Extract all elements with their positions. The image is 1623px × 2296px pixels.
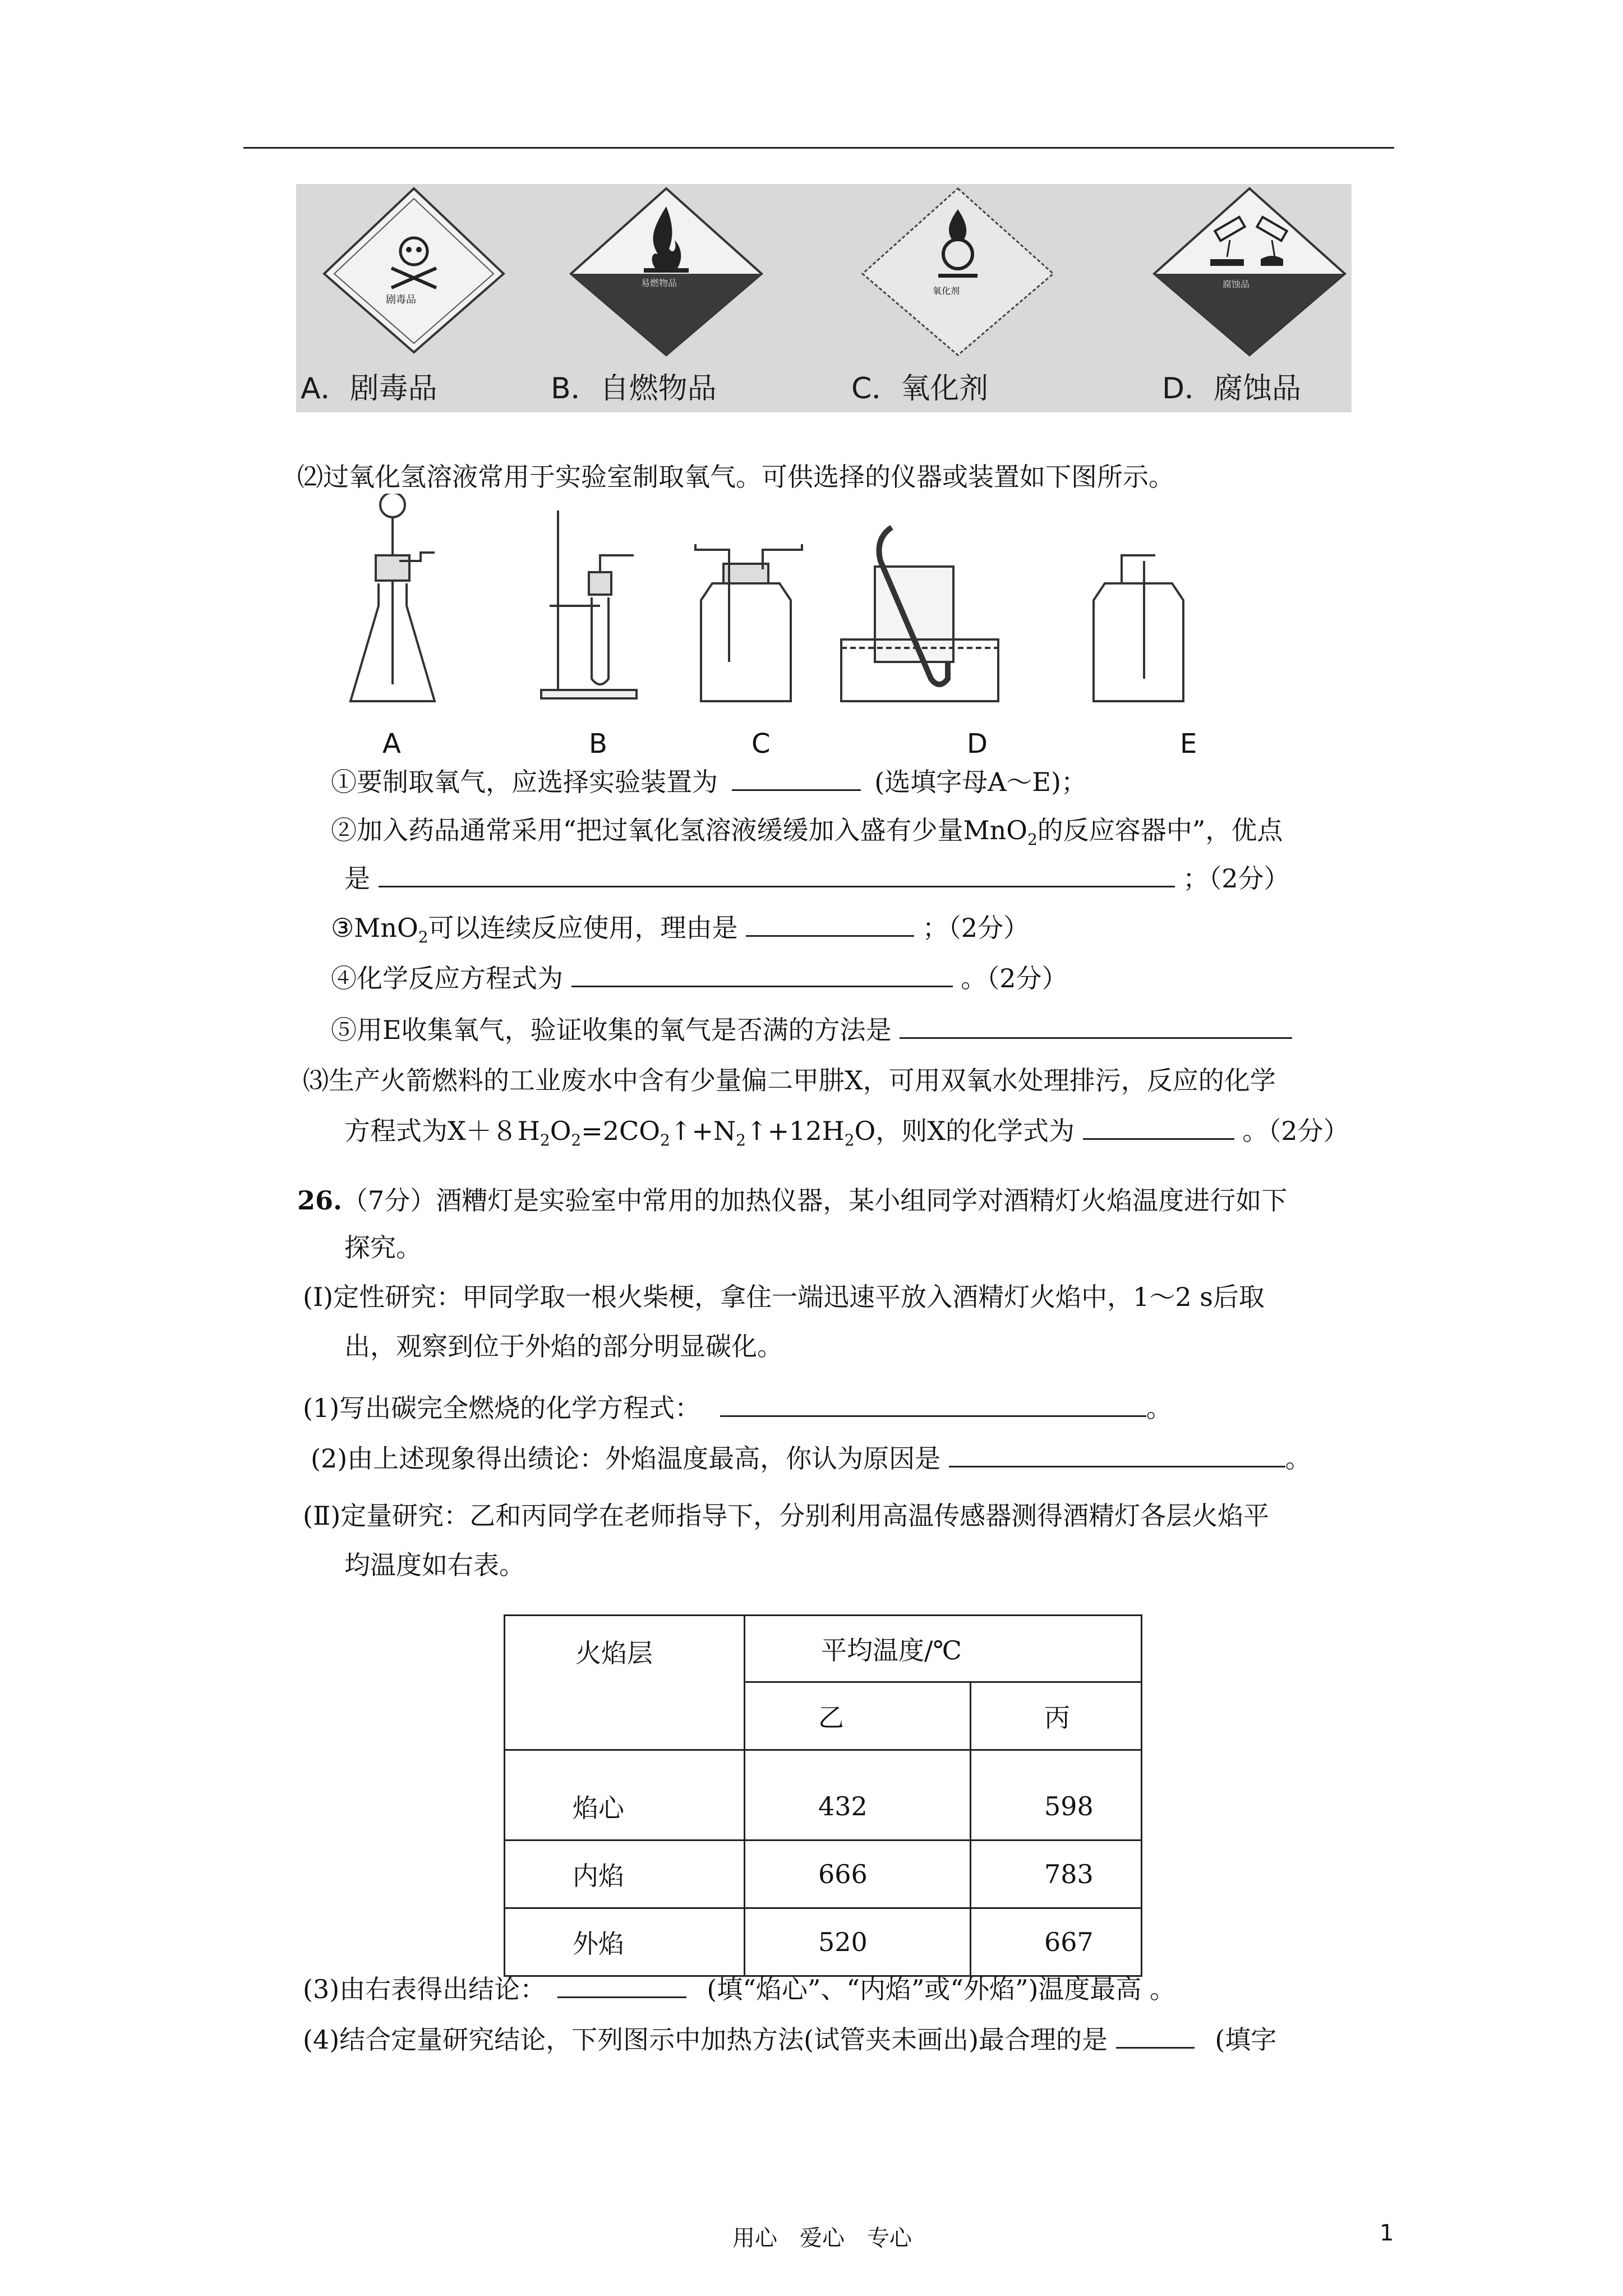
q26-line2: 探究。: [344, 1232, 422, 1263]
q2-item2-line2-text: 是: [344, 863, 370, 894]
q26-sub4-answer-blank[interactable]: [1116, 2024, 1195, 2049]
table-row: [505, 1908, 1142, 1976]
table-row: [505, 1750, 1142, 1841]
q26-sub4-text-a: (4)结合定量研究结论，下列图示中加热方法(试管夹未画出)最合理的是: [303, 2024, 1108, 2055]
flame-over-circle-icon: [851, 184, 1064, 358]
q3-line1: ⑶生产火箭燃料的工业废水中含有少量偏二甲肼X，可用双氧水处理排污，反应的化学: [303, 1065, 1276, 1096]
apparatus-e-collection-bottle-icon: [1094, 555, 1183, 701]
q26-sub4-text-b: (填字: [1215, 2024, 1277, 2055]
q3-sub-1: 2: [540, 1131, 550, 1150]
apparatus-a-flask-icon: [351, 494, 435, 701]
q26-sub2-end: 。: [1285, 1443, 1311, 1474]
apparatus-d-water-trough-icon: [841, 527, 998, 701]
flame-temperature-table: [504, 1614, 1142, 1977]
q2-item4-answer-blank[interactable]: [571, 963, 953, 987]
table-subheader-yi: 乙: [745, 1682, 971, 1750]
hazard-label-c: C．氧化剂: [851, 372, 989, 406]
q3-points: 。（2分）: [1242, 1116, 1349, 1146]
q2-item2-answer-blank[interactable]: [379, 863, 1175, 887]
q3-sub-2: 2: [571, 1131, 582, 1150]
q26-intro-text: （7分）酒糟灯是实验室中常用的加热仪器，某小组同学对酒精灯火焰温度进行如下: [342, 1185, 1288, 1216]
q26-sub3: [303, 1972, 1175, 2006]
q3-text-f: O，则X的化学式为: [854, 1116, 1075, 1146]
q26-number: 26.: [297, 1185, 343, 1216]
hazard-label-a: A．剧毒品: [301, 372, 437, 406]
table-cell-bing: 783: [971, 1841, 1142, 1908]
table-cell-yi: 520: [745, 1908, 971, 1976]
hazard-sign-a: [296, 184, 532, 412]
flame-icon: [560, 184, 773, 358]
table-cell-bing: 667: [971, 1908, 1142, 1976]
q2-item3-subscript: 2: [418, 928, 428, 947]
q2-intro: ⑵过氧化氢溶液常用于实验室制取氧气。可供选择的仪器或装置如下图所示。: [297, 462, 1174, 492]
corrosion-icon: [1143, 184, 1356, 358]
hazard-inner-text-a: 剧毒品: [386, 294, 416, 306]
q2-item3-text-a: ③MnO: [331, 913, 418, 943]
q2-item1: [331, 765, 1087, 799]
q26-part2-line2: 均温度如右表。: [344, 1550, 525, 1580]
q26-sub4: [303, 2023, 1276, 2056]
q26-part2-line1: (Ⅱ)定量研究：乙和丙同学在老师指导下，分别利用高温传感器测得酒精灯各层火焰平: [303, 1501, 1270, 1531]
q3-text-b: O: [550, 1116, 571, 1146]
apparatus-label-d: D: [967, 728, 988, 760]
q2-item3: [331, 911, 1029, 954]
q2-item2-points: ；（2分）: [1183, 863, 1290, 894]
q2-item2-text-b: 的反应容器中”，优点: [1037, 815, 1283, 845]
q3-sub-4: 2: [736, 1131, 746, 1150]
skull-crossbones-icon: [313, 184, 515, 358]
q2-item2-subscript: 2: [1027, 830, 1038, 849]
table-group-header-temp: 平均温度/℃: [745, 1616, 1142, 1682]
q2-item2-line2: [344, 862, 1290, 895]
q2-item5-answer-blank[interactable]: [900, 1015, 1292, 1039]
hazard-sign-b: [543, 184, 778, 412]
apparatus-label-a: A: [382, 728, 401, 760]
hazard-label-b: B．自燃物品: [551, 372, 717, 406]
hazard-inner-text-b: 易燃物品: [641, 278, 677, 288]
apparatus-figure: [336, 494, 1245, 718]
q2-item2-text-a: ②加入药品通常采用“把过氧化氢溶液缓缓加入盛有少量MnO: [331, 815, 1027, 845]
q3-text-a: 方程式为X＋８H: [344, 1116, 540, 1146]
apparatus-label-e: E: [1180, 728, 1197, 760]
q2-item3-answer-blank[interactable]: [746, 913, 914, 937]
q26-line1: [297, 1184, 1287, 1217]
q2-item3-points: ；（2分）: [922, 913, 1030, 943]
q3-text-c: =2CO: [581, 1116, 660, 1146]
q2-item1-suffix: (选填字母A～E)；: [874, 767, 1087, 797]
q26-sub3-text-b: (填“焰心”、“内焰”或“外焰”)温度最高 。: [707, 1974, 1176, 2004]
table-subheader-bing: 丙: [971, 1682, 1142, 1750]
table-row: [505, 1841, 1142, 1908]
q26-sub3-text-a: (3)由右表得出结论：: [303, 1974, 546, 2004]
q2-item3-text-b: 可以连续反应使用，理由是: [428, 913, 738, 943]
q2-item1-text: ①要制取氧气，应选择实验装置为: [331, 767, 718, 797]
q26-sub1-text: (1)写出碳完全燃烧的化学方程式：: [303, 1393, 701, 1423]
hazard-inner-text-d: 腐蚀品: [1223, 279, 1250, 289]
q26-sub1: [303, 1391, 1172, 1425]
q2-item2-line1: [331, 813, 1283, 857]
q2-item4-text: ④化学反应方程式为: [331, 963, 563, 993]
q2-item5: [331, 1013, 1292, 1047]
q26-sub2-text: (2)由上述现象得出绩论：外焰温度最高，你认为原因是: [311, 1443, 941, 1474]
q26-sub3-answer-blank[interactable]: [557, 1974, 686, 1998]
table-cell-layer: 内焰: [505, 1841, 745, 1908]
table-cell-layer: 外焰: [505, 1908, 745, 1976]
q3-answer-blank[interactable]: [1083, 1116, 1234, 1140]
hazard-inner-text-c: 氧化剂: [933, 286, 960, 296]
q26-sub2: [311, 1442, 1311, 1475]
apparatus-label-c: C: [751, 728, 771, 760]
apparatus-label-b: B: [589, 728, 607, 760]
table-cell-yi: 666: [745, 1841, 971, 1908]
q2-item4-points: 。（2分）: [961, 963, 1068, 993]
apparatus-b-test-tube-stand-icon: [541, 510, 637, 698]
header-rule: [243, 147, 1394, 149]
q3-line2: [344, 1114, 1349, 1157]
q3-text-e: ↑+12H: [745, 1116, 845, 1146]
q2-item5-text: ⑤用E收集氧气，验证收集的氧气是否满的方法是: [331, 1015, 892, 1045]
hazard-sign-c: [834, 184, 1070, 412]
table-cell-bing: 598: [971, 1750, 1142, 1841]
q26-part1-line1: (Ⅰ)定性研究：甲同学取一根火柴梗，拿住一端迅速平放入酒精灯火焰中，1～2 s后取: [303, 1282, 1265, 1312]
q2-item4: [331, 961, 1068, 995]
footer-motto: 用心 爱心 专心: [732, 2225, 912, 2251]
table-col-header-layer: 火焰层: [505, 1616, 745, 1750]
page-number: 1: [1380, 2220, 1394, 2246]
table-cell-layer: 焰心: [505, 1750, 745, 1841]
hazard-sign-d: [1126, 184, 1362, 412]
hazard-label-d: D．腐蚀品: [1162, 372, 1302, 406]
hazard-signs-figure: [296, 184, 1352, 412]
q3-sub-3: 2: [660, 1131, 670, 1150]
q2-item1-answer-blank[interactable]: [732, 767, 861, 791]
q26-sub1-answer-blank[interactable]: [720, 1393, 1146, 1417]
apparatus-c-gas-bottle-icon: [695, 544, 802, 701]
q3-text-d: ↑+N: [670, 1116, 736, 1146]
q3-sub-5: 2: [844, 1131, 855, 1150]
q26-sub2-answer-blank[interactable]: [949, 1443, 1285, 1467]
q26-sub1-end: 。: [1146, 1393, 1172, 1423]
q26-part1-line2: 出，观察到位于外焰的部分明显碳化。: [344, 1331, 783, 1361]
table-cell-yi: 432: [745, 1750, 971, 1841]
